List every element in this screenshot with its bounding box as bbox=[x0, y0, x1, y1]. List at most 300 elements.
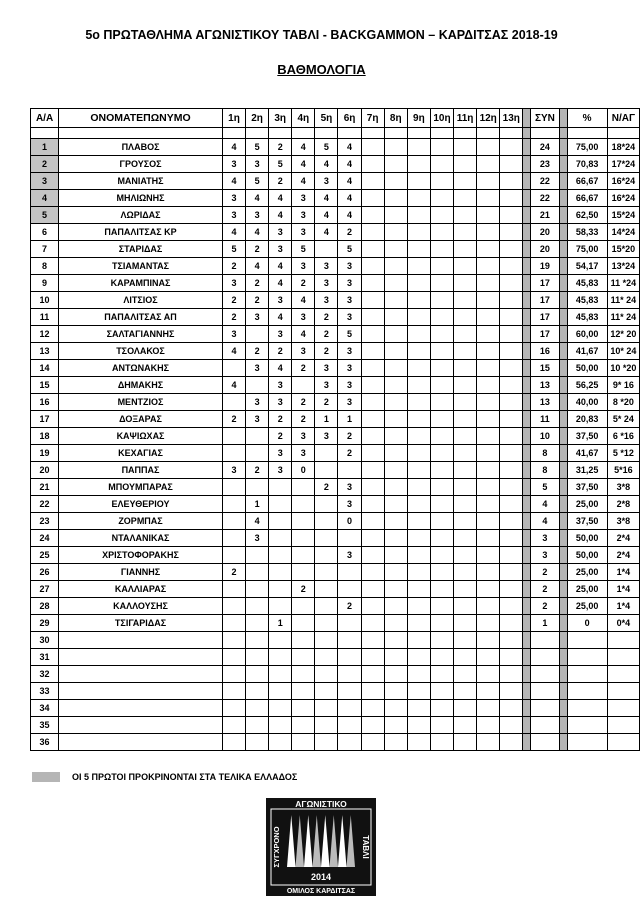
round-score bbox=[477, 700, 500, 717]
row-number: 18 bbox=[31, 428, 59, 445]
column-header-percent: % bbox=[567, 109, 607, 128]
row-number: 20 bbox=[31, 462, 59, 479]
round-score bbox=[430, 224, 453, 241]
logo-year-text: 2014 bbox=[310, 872, 332, 882]
round-score: 2 bbox=[315, 479, 338, 496]
round-score bbox=[407, 394, 430, 411]
round-score: 4 bbox=[338, 173, 361, 190]
round-score bbox=[500, 326, 523, 343]
round-score bbox=[222, 360, 245, 377]
round-score: 2 bbox=[222, 564, 245, 581]
spacer-cell bbox=[531, 128, 559, 139]
spacer-cell bbox=[454, 128, 477, 139]
table-row bbox=[31, 309, 640, 326]
total-score: 4 bbox=[531, 513, 559, 530]
column-header-round: 2η bbox=[246, 109, 269, 128]
player-name: ΑΝΤΩΝΑΚΗΣ bbox=[59, 360, 223, 377]
separator-cell bbox=[523, 428, 531, 445]
round-score bbox=[292, 564, 315, 581]
round-score: 4 bbox=[269, 258, 292, 275]
total-score: 19 bbox=[531, 258, 559, 275]
total-score: 11 bbox=[531, 411, 559, 428]
round-score bbox=[361, 139, 384, 156]
total-score bbox=[531, 700, 559, 717]
player-name: ΚΑΨΙΩΧΑΣ bbox=[59, 428, 223, 445]
table-row bbox=[31, 462, 640, 479]
round-score: 5 bbox=[269, 156, 292, 173]
separator-cell bbox=[559, 615, 567, 632]
round-score bbox=[407, 530, 430, 547]
round-score: 3 bbox=[292, 258, 315, 275]
total-score bbox=[531, 649, 559, 666]
round-score: 3 bbox=[222, 190, 245, 207]
spacer-cell bbox=[59, 128, 223, 139]
round-score bbox=[292, 734, 315, 751]
win-percent: 62,50 bbox=[567, 207, 607, 224]
round-score bbox=[222, 683, 245, 700]
round-score bbox=[407, 734, 430, 751]
round-score: 3 bbox=[292, 445, 315, 462]
row-number: 26 bbox=[31, 564, 59, 581]
win-percent: 37,50 bbox=[567, 513, 607, 530]
round-score bbox=[430, 258, 453, 275]
player-name: ΝΤΑΛΑΝΙΚΑΣ bbox=[59, 530, 223, 547]
round-score bbox=[477, 394, 500, 411]
round-score: 3 bbox=[338, 275, 361, 292]
round-score bbox=[246, 564, 269, 581]
round-score bbox=[407, 683, 430, 700]
separator-cell bbox=[559, 224, 567, 241]
round-score bbox=[454, 496, 477, 513]
round-score bbox=[338, 734, 361, 751]
table-row bbox=[31, 292, 640, 309]
round-score bbox=[500, 700, 523, 717]
legend-text: ΟΙ 5 ΠΡΩΤΟΙ ΠΡΟΚΡΙΝΟΝΤΑΙ ΣΤΑ ΤΕΛΙΚΑ ΕΛΛΑΔΟΣ bbox=[72, 772, 298, 782]
round-score: 2 bbox=[246, 343, 269, 360]
row-number: 24 bbox=[31, 530, 59, 547]
table-row bbox=[31, 717, 640, 734]
table-row bbox=[31, 207, 640, 224]
round-score bbox=[430, 734, 453, 751]
round-score: 5 bbox=[292, 241, 315, 258]
separator-cell bbox=[559, 547, 567, 564]
round-score bbox=[384, 445, 407, 462]
round-score bbox=[477, 275, 500, 292]
round-score bbox=[384, 207, 407, 224]
round-score bbox=[430, 190, 453, 207]
player-name: ΣΤΑΡΙΔΑΣ bbox=[59, 241, 223, 258]
win-percent: 50,00 bbox=[567, 530, 607, 547]
round-score bbox=[384, 649, 407, 666]
player-name: ΜΑΝΙΑΤΗΣ bbox=[59, 173, 223, 190]
round-score bbox=[430, 564, 453, 581]
wins-games bbox=[607, 700, 639, 717]
round-score: 2 bbox=[222, 309, 245, 326]
table-row bbox=[31, 360, 640, 377]
round-score bbox=[292, 683, 315, 700]
player-name: ΛΙΤΣΙΟΣ bbox=[59, 292, 223, 309]
table-header bbox=[31, 109, 640, 128]
round-score bbox=[430, 139, 453, 156]
player-name: ΤΣΙΑΜΑΝΤΑΣ bbox=[59, 258, 223, 275]
round-score bbox=[477, 683, 500, 700]
round-score bbox=[430, 462, 453, 479]
round-score: 1 bbox=[338, 411, 361, 428]
round-score bbox=[315, 581, 338, 598]
round-score: 3 bbox=[269, 445, 292, 462]
table-row bbox=[31, 683, 640, 700]
round-score bbox=[222, 581, 245, 598]
round-score bbox=[338, 581, 361, 598]
round-score bbox=[430, 326, 453, 343]
round-score bbox=[454, 615, 477, 632]
round-score: 5 bbox=[338, 241, 361, 258]
round-score: 3 bbox=[269, 292, 292, 309]
round-score: 3 bbox=[338, 496, 361, 513]
standings-table bbox=[30, 108, 640, 751]
row-number: 35 bbox=[31, 717, 59, 734]
round-score: 2 bbox=[338, 428, 361, 445]
separator-cell bbox=[523, 326, 531, 343]
win-percent: 40,00 bbox=[567, 394, 607, 411]
round-score bbox=[269, 649, 292, 666]
round-score bbox=[361, 275, 384, 292]
round-score: 4 bbox=[222, 224, 245, 241]
round-score bbox=[454, 649, 477, 666]
table-row bbox=[31, 530, 640, 547]
round-score bbox=[407, 564, 430, 581]
round-score: 4 bbox=[338, 139, 361, 156]
round-score bbox=[315, 445, 338, 462]
round-score bbox=[477, 309, 500, 326]
separator-cell bbox=[523, 479, 531, 496]
wins-games: 11* 24 bbox=[607, 292, 639, 309]
round-score bbox=[430, 394, 453, 411]
wins-games: 3*8 bbox=[607, 513, 639, 530]
round-score bbox=[454, 717, 477, 734]
round-score bbox=[430, 581, 453, 598]
round-score bbox=[246, 377, 269, 394]
row-number: 9 bbox=[31, 275, 59, 292]
separator-cell bbox=[523, 173, 531, 190]
round-score bbox=[407, 190, 430, 207]
round-score bbox=[500, 632, 523, 649]
round-score: 3 bbox=[315, 292, 338, 309]
wins-games: 2*8 bbox=[607, 496, 639, 513]
separator-cell bbox=[559, 564, 567, 581]
table-row bbox=[31, 615, 640, 632]
round-score bbox=[407, 581, 430, 598]
round-score bbox=[361, 683, 384, 700]
round-score: 3 bbox=[269, 462, 292, 479]
win-percent: 45,83 bbox=[567, 309, 607, 326]
round-score bbox=[361, 666, 384, 683]
round-score bbox=[500, 156, 523, 173]
win-percent bbox=[567, 632, 607, 649]
round-score bbox=[361, 411, 384, 428]
win-percent: 66,67 bbox=[567, 190, 607, 207]
round-score bbox=[222, 649, 245, 666]
round-score: 3 bbox=[338, 394, 361, 411]
round-score bbox=[292, 496, 315, 513]
round-score bbox=[430, 173, 453, 190]
round-score bbox=[430, 411, 453, 428]
round-score bbox=[477, 581, 500, 598]
round-score: 2 bbox=[269, 428, 292, 445]
round-score bbox=[500, 717, 523, 734]
round-score: 3 bbox=[315, 258, 338, 275]
round-score bbox=[315, 717, 338, 734]
round-score bbox=[384, 411, 407, 428]
wins-games: 10* 24 bbox=[607, 343, 639, 360]
round-score bbox=[292, 666, 315, 683]
round-score bbox=[384, 615, 407, 632]
column-header-total: ΣΥΝ bbox=[531, 109, 559, 128]
round-score: 2 bbox=[315, 326, 338, 343]
round-score bbox=[430, 547, 453, 564]
player-name: ΜΠΟΥΜΠΑΡΑΣ bbox=[59, 479, 223, 496]
separator-cell bbox=[523, 343, 531, 360]
round-score bbox=[384, 717, 407, 734]
spacer-cell bbox=[430, 128, 453, 139]
column-header-round: 8η bbox=[384, 109, 407, 128]
round-score bbox=[269, 632, 292, 649]
separator-cell bbox=[523, 462, 531, 479]
wins-games: 0*4 bbox=[607, 615, 639, 632]
separator-cell bbox=[523, 156, 531, 173]
wins-games: 15*20 bbox=[607, 241, 639, 258]
round-score bbox=[384, 462, 407, 479]
round-score bbox=[430, 156, 453, 173]
separator-cell bbox=[559, 190, 567, 207]
spacer-row bbox=[31, 128, 640, 139]
table-row bbox=[31, 445, 640, 462]
player-name bbox=[59, 632, 223, 649]
win-percent bbox=[567, 717, 607, 734]
separator-cell bbox=[559, 292, 567, 309]
round-score bbox=[407, 666, 430, 683]
round-score: 4 bbox=[222, 343, 245, 360]
round-score: 3 bbox=[338, 343, 361, 360]
wins-games: 14*24 bbox=[607, 224, 639, 241]
round-score: 2 bbox=[222, 258, 245, 275]
round-score bbox=[500, 411, 523, 428]
player-name bbox=[59, 700, 223, 717]
round-score bbox=[315, 598, 338, 615]
round-score bbox=[500, 683, 523, 700]
round-score bbox=[384, 309, 407, 326]
round-score: 4 bbox=[292, 326, 315, 343]
wins-games bbox=[607, 666, 639, 683]
separator-cell bbox=[559, 700, 567, 717]
round-score bbox=[315, 700, 338, 717]
round-score bbox=[361, 207, 384, 224]
round-score: 4 bbox=[315, 207, 338, 224]
round-score bbox=[454, 139, 477, 156]
round-score: 4 bbox=[246, 224, 269, 241]
round-score bbox=[384, 581, 407, 598]
wins-games: 1*4 bbox=[607, 598, 639, 615]
separator-cell bbox=[559, 241, 567, 258]
round-score bbox=[361, 309, 384, 326]
round-score bbox=[407, 717, 430, 734]
separator-cell bbox=[559, 462, 567, 479]
wins-games: 1*4 bbox=[607, 581, 639, 598]
round-score: 3 bbox=[246, 309, 269, 326]
round-score bbox=[454, 173, 477, 190]
round-score bbox=[246, 734, 269, 751]
table-row bbox=[31, 326, 640, 343]
round-score bbox=[269, 683, 292, 700]
round-score: 3 bbox=[338, 309, 361, 326]
round-score: 4 bbox=[269, 190, 292, 207]
separator-cell bbox=[559, 326, 567, 343]
round-score: 3 bbox=[338, 360, 361, 377]
round-score: 2 bbox=[222, 292, 245, 309]
round-score bbox=[500, 513, 523, 530]
separator-cell bbox=[559, 428, 567, 445]
round-score bbox=[430, 479, 453, 496]
total-score: 3 bbox=[531, 530, 559, 547]
round-score bbox=[407, 207, 430, 224]
round-score bbox=[292, 632, 315, 649]
round-score bbox=[361, 734, 384, 751]
round-score bbox=[338, 564, 361, 581]
round-score: 5 bbox=[222, 241, 245, 258]
row-number: 8 bbox=[31, 258, 59, 275]
total-score: 5 bbox=[531, 479, 559, 496]
win-percent bbox=[567, 683, 607, 700]
round-score bbox=[477, 258, 500, 275]
round-score: 2 bbox=[269, 343, 292, 360]
total-score: 3 bbox=[531, 547, 559, 564]
round-score bbox=[500, 445, 523, 462]
round-score: 5 bbox=[338, 326, 361, 343]
round-score bbox=[500, 139, 523, 156]
player-name: ΛΩΡΙΔΑΣ bbox=[59, 207, 223, 224]
round-score: 3 bbox=[338, 547, 361, 564]
round-score bbox=[454, 411, 477, 428]
row-number: 32 bbox=[31, 666, 59, 683]
round-score bbox=[500, 734, 523, 751]
separator-cell bbox=[523, 666, 531, 683]
win-percent: 75,00 bbox=[567, 241, 607, 258]
round-score bbox=[338, 700, 361, 717]
round-score: 2 bbox=[222, 411, 245, 428]
round-score bbox=[384, 377, 407, 394]
round-score: 4 bbox=[222, 377, 245, 394]
round-score bbox=[315, 683, 338, 700]
spacer-cell bbox=[407, 128, 430, 139]
round-score bbox=[430, 428, 453, 445]
round-score bbox=[338, 683, 361, 700]
legend bbox=[32, 772, 297, 782]
wins-games: 2*4 bbox=[607, 547, 639, 564]
round-score bbox=[361, 564, 384, 581]
round-score bbox=[407, 598, 430, 615]
separator-cell bbox=[559, 632, 567, 649]
round-score bbox=[338, 666, 361, 683]
total-score: 16 bbox=[531, 343, 559, 360]
player-name: ΚΕΧΑΓΙΑΣ bbox=[59, 445, 223, 462]
round-score bbox=[338, 462, 361, 479]
separator-cell bbox=[523, 632, 531, 649]
round-score: 3 bbox=[315, 428, 338, 445]
table-row bbox=[31, 394, 640, 411]
round-score bbox=[222, 632, 245, 649]
round-score: 3 bbox=[292, 207, 315, 224]
total-score: 2 bbox=[531, 598, 559, 615]
round-score bbox=[361, 258, 384, 275]
round-score: 2 bbox=[246, 241, 269, 258]
round-score bbox=[246, 547, 269, 564]
round-score bbox=[292, 530, 315, 547]
round-score bbox=[477, 717, 500, 734]
round-score bbox=[454, 309, 477, 326]
round-score bbox=[477, 190, 500, 207]
round-score bbox=[430, 241, 453, 258]
player-name: ΜΗΛΙΩΝΗΣ bbox=[59, 190, 223, 207]
round-score: 2 bbox=[292, 581, 315, 598]
logo-right-text: ΤΑΒΛΙ bbox=[361, 835, 370, 859]
round-score bbox=[407, 649, 430, 666]
separator-cell bbox=[559, 445, 567, 462]
win-percent: 58,33 bbox=[567, 224, 607, 241]
round-score: 4 bbox=[269, 360, 292, 377]
round-score bbox=[246, 632, 269, 649]
round-score bbox=[338, 615, 361, 632]
separator-cell bbox=[523, 581, 531, 598]
round-score bbox=[407, 428, 430, 445]
round-score bbox=[454, 632, 477, 649]
round-score bbox=[454, 581, 477, 598]
spacer-cell bbox=[567, 128, 607, 139]
round-score bbox=[477, 343, 500, 360]
wins-games bbox=[607, 683, 639, 700]
wins-games: 8 *20 bbox=[607, 394, 639, 411]
table-row bbox=[31, 258, 640, 275]
round-score: 4 bbox=[315, 224, 338, 241]
wins-games bbox=[607, 734, 639, 751]
win-percent: 50,00 bbox=[567, 360, 607, 377]
round-score: 3 bbox=[315, 173, 338, 190]
round-score bbox=[407, 258, 430, 275]
round-score: 3 bbox=[292, 190, 315, 207]
round-score bbox=[222, 615, 245, 632]
separator-cell bbox=[523, 190, 531, 207]
table-row bbox=[31, 241, 640, 258]
row-number: 3 bbox=[31, 173, 59, 190]
round-score: 4 bbox=[292, 292, 315, 309]
round-score: 4 bbox=[246, 258, 269, 275]
separator-cell bbox=[559, 377, 567, 394]
round-score bbox=[454, 377, 477, 394]
round-score bbox=[384, 632, 407, 649]
separator-column bbox=[559, 109, 567, 128]
round-score: 0 bbox=[292, 462, 315, 479]
row-number: 10 bbox=[31, 292, 59, 309]
column-header-wins-games: Ν/ΑΓ bbox=[607, 109, 639, 128]
total-score: 21 bbox=[531, 207, 559, 224]
round-score bbox=[292, 513, 315, 530]
separator-cell bbox=[559, 734, 567, 751]
player-name: ΖΟΡΜΠΑΣ bbox=[59, 513, 223, 530]
wins-games: 16*24 bbox=[607, 190, 639, 207]
separator-cell bbox=[559, 343, 567, 360]
wins-games: 1*4 bbox=[607, 564, 639, 581]
table-row bbox=[31, 649, 640, 666]
round-score bbox=[430, 309, 453, 326]
